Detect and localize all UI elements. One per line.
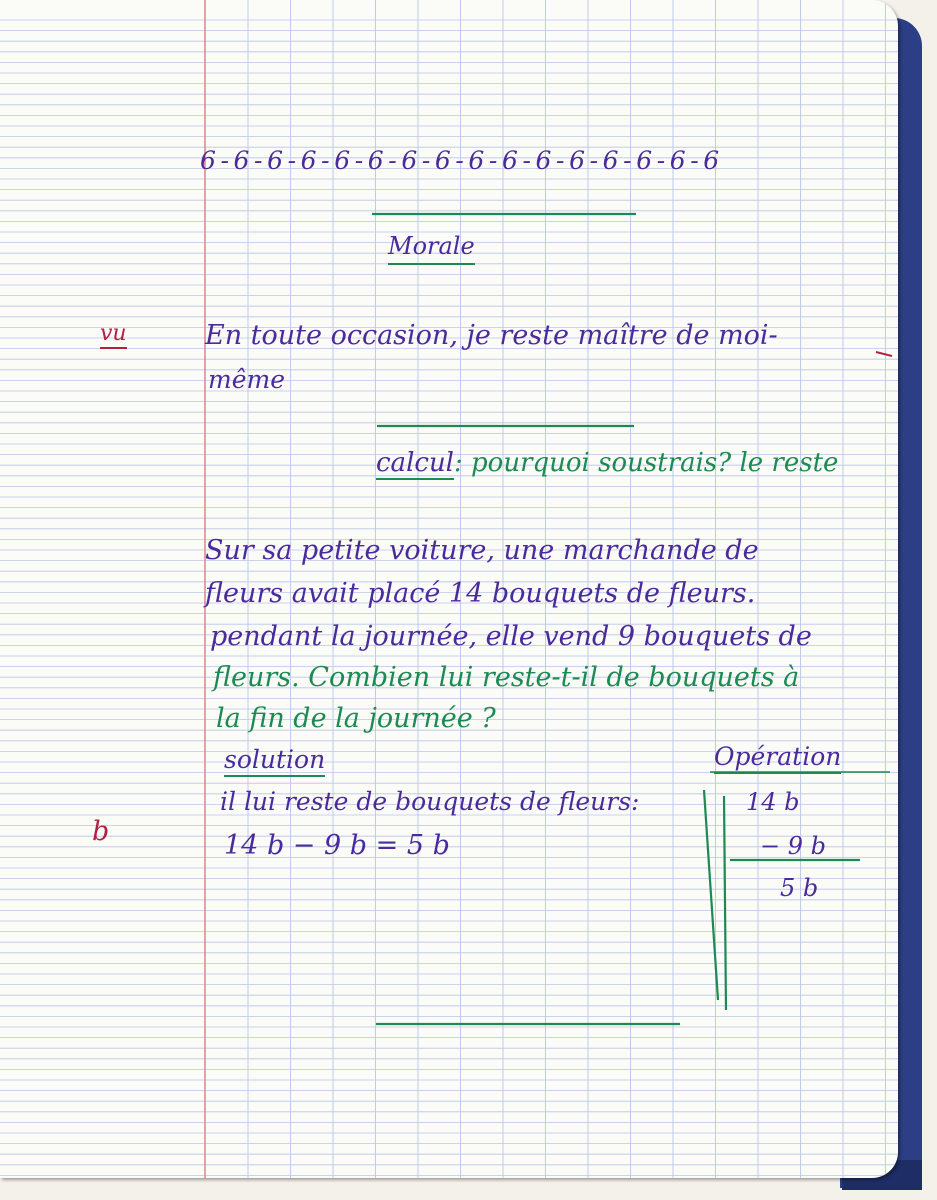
problem-line-5: la fin de la journée ? bbox=[216, 703, 496, 734]
hyphen-mark bbox=[876, 352, 892, 356]
operation-vertical-rule bbox=[724, 796, 726, 1010]
operation-line-2: − 9 b bbox=[760, 832, 826, 860]
operation-line-3: 5 b bbox=[780, 874, 819, 902]
problem-line-4: fleurs. Combien lui reste-t-il de bouquets à bbox=[213, 662, 800, 693]
calcul-subtitle: : pourquoi soustrais? le reste bbox=[454, 448, 839, 478]
operation-label: Opération bbox=[714, 744, 841, 774]
problem-line-1: Sur sa petite voiture, une marchande de bbox=[205, 535, 759, 566]
problem-line-2: fleurs avait placé 14 bouquets de fleurs. bbox=[205, 578, 756, 609]
number-row: 6-6-6-6-6-6-6-6-6-6-6-6-6-6-6-6 bbox=[200, 146, 724, 175]
calcul-heading bbox=[376, 450, 838, 476]
maxim-line-2: même bbox=[208, 365, 286, 394]
operation-line-1: 14 b bbox=[746, 788, 800, 816]
margin-mark-b: b bbox=[92, 816, 110, 847]
morale-title: Morale bbox=[388, 234, 475, 265]
margin-mark-vu: vu bbox=[100, 323, 127, 349]
calcul-label: calcul bbox=[376, 448, 454, 478]
solution-equation: 14 b − 9 b = 5 b bbox=[224, 830, 450, 861]
problem-line-3: pendant la journée, elle vend 9 bouquets de bbox=[210, 621, 812, 652]
maxim-line-1: En toute occasion, je reste maître de moi- bbox=[205, 320, 778, 351]
solution-label: solution bbox=[224, 747, 325, 777]
solution-sentence: il lui reste de bouquets de fleurs: bbox=[220, 787, 640, 816]
